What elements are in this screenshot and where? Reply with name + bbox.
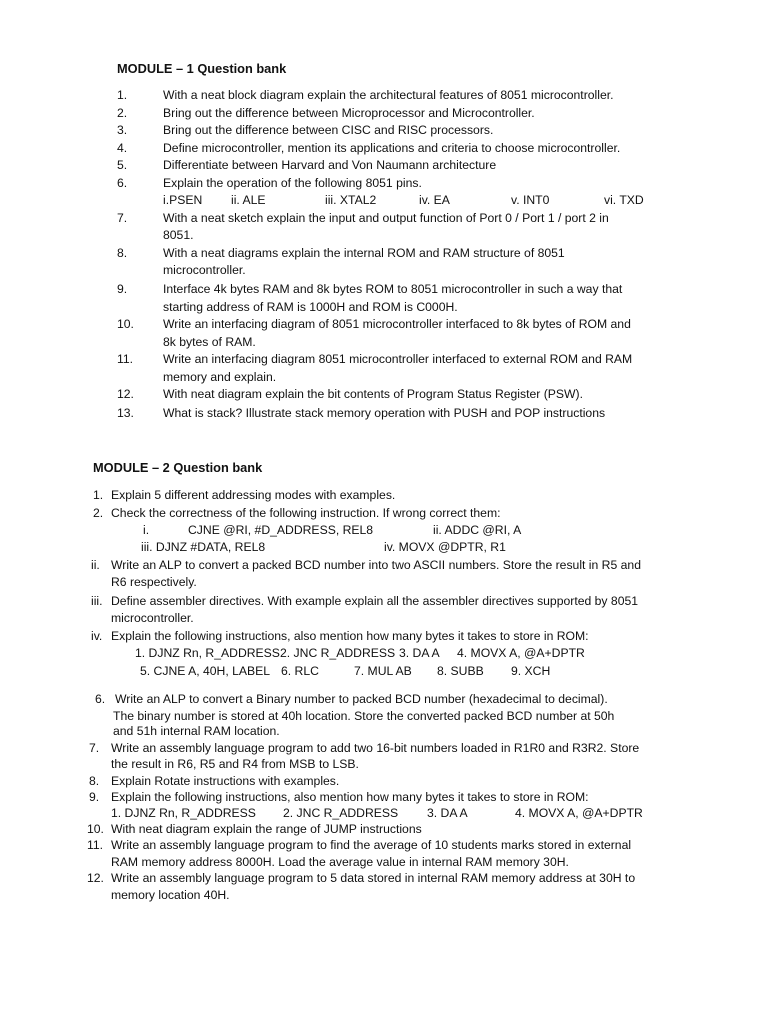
question-number: 2. (93, 506, 104, 520)
question-text: Write an ALP to convert a Binary number to packed BCD number (hexadecimal to decimal). (115, 692, 608, 706)
question-text: Explain the operation of the following 8051 pins. (163, 176, 422, 190)
question-number: 4. (117, 141, 128, 155)
pin-label: ii. ALE (231, 193, 266, 207)
question-number: ii. (91, 558, 100, 572)
question-text: memory and explain. (163, 370, 277, 384)
question-number: iii. (91, 594, 103, 608)
question-number: 1. (117, 88, 128, 102)
pin-label: iv. EA (419, 193, 450, 207)
sub-item: i. (143, 523, 150, 537)
question-text: With a neat sketch explain the input and output function of Port 0 / Port 1 / port 2 in (163, 211, 609, 225)
question-number: 11. (87, 838, 104, 852)
pin-label: vi. TXD (604, 193, 644, 207)
question-text: Explain 5 different addressing modes with examples. (111, 488, 396, 502)
question-text: What is stack? Illustrate stack memory operation with PUSH and POP instructions (163, 406, 606, 420)
sub-item: CJNE @RI, #D_ADDRESS, REL8 (188, 523, 374, 537)
sub-item: 4. MOVX A, @A+DPTR (457, 646, 585, 660)
question-number: 13. (117, 406, 134, 420)
question-number: 6. (117, 176, 128, 190)
module2-heading: MODULE – 2 Question bank (93, 460, 263, 475)
question-text: Write an assembly language program to 5 data stored in internal RAM memory address at 30H to (111, 871, 636, 885)
question-text: Write an assembly language program to add two 16-bit numbers loaded in R1R0 and R3R2. Store (111, 741, 640, 755)
question-number: 1. (93, 488, 104, 502)
question-text: With neat diagram explain the range of JUMP instructions (111, 822, 422, 836)
question-text: With a neat diagrams explain the internal ROM and RAM structure of 8051 (163, 246, 565, 260)
question-text: Bring out the difference between Microprocessor and Microcontroller. (163, 106, 535, 120)
question-text: starting address of RAM is 1000H and ROM is C000H. (163, 300, 458, 314)
question-number: 8. (89, 774, 100, 788)
question-number: 5. (117, 158, 128, 172)
question-number: 6. (95, 692, 106, 706)
question-text: Check the correctness of the following instruction. If wrong correct them: (111, 506, 501, 520)
question-number: 2. (117, 106, 128, 120)
question-number: 9. (117, 282, 128, 296)
question-number: 8. (117, 246, 128, 260)
question-text: 8051. (163, 228, 194, 242)
sub-item: 1. DJNZ Rn, R_ADDRESS (111, 806, 256, 820)
sub-item: iii. DJNZ #DATA, REL8 (141, 540, 266, 554)
question-text: the result in R6, R5 and R4 from MSB to LSB. (111, 757, 359, 771)
question-text: With neat diagram explain the bit contents of Program Status Register (PSW). (163, 387, 583, 401)
question-number: iv. (91, 629, 103, 643)
question-text: Differentiate between Harvard and Von Naumann architecture (163, 158, 497, 172)
sub-item: 2. JNC R_ADDRESS (280, 646, 396, 660)
question-number: 3. (117, 123, 128, 137)
sub-item: 9. XCH (511, 664, 551, 678)
question-text: Write an interfacing diagram 8051 microcontroller interfaced to external ROM and RAM (163, 352, 633, 366)
question-text: Write an interfacing diagram of 8051 microcontroller interfaced to 8k bytes of ROM and (163, 317, 631, 331)
sub-item: iv. MOVX @DPTR, R1 (384, 540, 506, 554)
question-text: Explain Rotate instructions with examples. (111, 774, 340, 788)
pin-label: i.PSEN (163, 193, 203, 207)
question-text: Write an ALP to convert a packed BCD number into two ASCII numbers. Store the result in R5 and (111, 558, 641, 572)
question-text: Explain the following instructions, also mention how many bytes it takes to store in ROM: (111, 790, 589, 804)
sub-item: ii. ADDC @RI, A (433, 523, 522, 537)
question-number: 10. (117, 317, 134, 331)
question-text: With a neat block diagram explain the architectural features of 8051 microcontroller. (163, 88, 614, 102)
question-number: 10. (87, 822, 104, 836)
question-text: microcontroller. (163, 263, 246, 277)
pin-label: iii. XTAL2 (325, 193, 377, 207)
question-number: 7. (117, 211, 128, 225)
question-text: R6 respectively. (111, 575, 197, 589)
question-text: memory location 40H. (111, 888, 230, 902)
sub-item: 7. MUL AB (354, 664, 412, 678)
sub-item: 4. MOVX A, @A+DPTR (515, 806, 643, 820)
question-number: 11. (117, 352, 134, 366)
question-text: Bring out the difference between CISC and RISC processors. (163, 123, 494, 137)
question-text: Interface 4k bytes RAM and 8k bytes ROM to 8051 microcontroller in such a way that (163, 282, 623, 296)
sub-item: 8. SUBB (437, 664, 484, 678)
question-text: Explain the following instructions, also mention how many bytes it takes to store in ROM: (111, 629, 589, 643)
sub-item: 6. RLC (281, 664, 319, 678)
module1-heading: MODULE – 1 Question bank (117, 61, 287, 76)
question-number: 9. (89, 790, 100, 804)
question-text: RAM memory address 8000H. Load the average value in internal RAM memory 30H. (111, 855, 569, 869)
question-text: microcontroller. (111, 611, 194, 625)
question-text: and 51h internal RAM location. (113, 724, 280, 738)
question-number: 12. (117, 387, 134, 401)
question-text: The binary number is stored at 40h location. Store the converted packed BCD number at 50h (113, 709, 615, 723)
question-text: Define microcontroller, mention its applications and criteria to choose microcontroller. (163, 141, 621, 155)
question-number: 7. (89, 741, 100, 755)
question-text: Write an assembly language program to find the average of 10 students marks stored in external (111, 838, 632, 852)
question-text: 8k bytes of RAM. (163, 335, 256, 349)
pin-label: v. INT0 (511, 193, 550, 207)
sub-item: 2. JNC R_ADDRESS (283, 806, 399, 820)
question-number: 12. (87, 871, 104, 885)
sub-item: 3. DA A (427, 806, 468, 820)
question-text: Define assembler directives. With example explain all the assembler directives supported by 8051 (111, 594, 639, 608)
sub-item: 1. DJNZ Rn, R_ADDRESS (135, 646, 280, 660)
sub-item: 5. CJNE A, 40H, LABEL (140, 664, 271, 678)
sub-item: 3. DA A (399, 646, 440, 660)
